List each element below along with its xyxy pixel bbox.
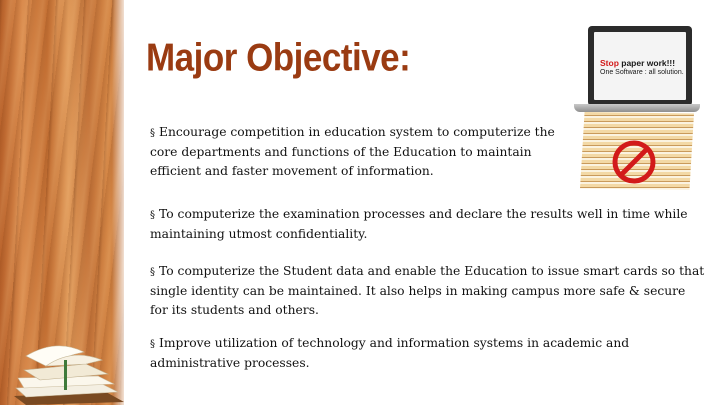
objective-text-1: Encourage competition in education system to computerize the core departments and functions of the Education to maintain efficient and faster movement of information.	[150, 125, 555, 178]
objective-point-2	[150, 205, 690, 244]
stop-paperwork-image	[572, 20, 700, 190]
bullet-icon: §	[150, 128, 155, 139]
bullet-icon: §	[150, 267, 155, 278]
objective-point-4	[150, 334, 670, 373]
bullet-icon: §	[150, 339, 155, 350]
objective-text-4: Improve utilization of technology and information systems in academic and administrative processes.	[150, 336, 630, 370]
objective-point-1	[150, 123, 570, 181]
slide-title: Major Objective:	[146, 36, 411, 80]
objective-text-2: To computerize the examination processes and declare the results well in time while maintaining utmost confidentiality.	[150, 207, 688, 241]
objective-point-3	[150, 262, 705, 320]
bullet-icon: §	[150, 210, 155, 221]
objective-text-3: To computerize the Student data and enable the Education to issue smart cards so that single identity can be maintained. It also helps in making campus more safe & secure for its students and others.	[150, 264, 705, 317]
books-image	[6, 326, 126, 405]
laptop-screen	[588, 26, 692, 106]
screen-subline: One Software : all solution.	[600, 69, 684, 76]
screen-headline: Stop paper work!!!	[600, 58, 676, 68]
laptop-base	[574, 104, 700, 112]
no-paper-icon	[610, 138, 658, 186]
